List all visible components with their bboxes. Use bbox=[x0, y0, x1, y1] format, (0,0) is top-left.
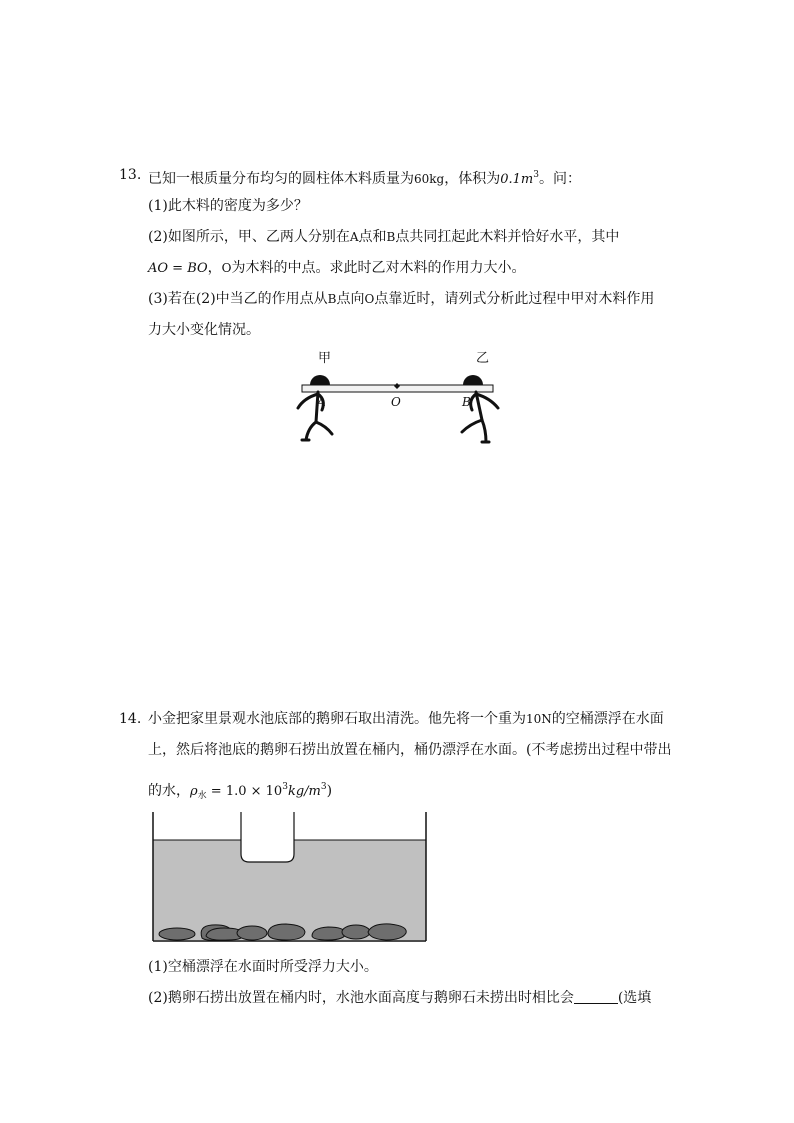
q13-p2-e: 为木料的中点。求此时乙对木料的作用力大小。 bbox=[231, 260, 526, 276]
answer-blank[interactable] bbox=[574, 989, 618, 1004]
q13-intro-b: ，体积为 bbox=[444, 171, 501, 187]
q14-rho-unit-exp: 3 bbox=[320, 782, 327, 792]
q13-p3-B: B bbox=[327, 292, 337, 306]
q14-line3-a: 的水， bbox=[148, 783, 190, 799]
q13-intro bbox=[148, 165, 581, 190]
q14-rho-exp: 3 bbox=[282, 782, 288, 792]
q13-number: 13. bbox=[119, 167, 142, 183]
bucket bbox=[241, 812, 294, 862]
q13-volume: 0.1m bbox=[500, 172, 534, 187]
q14-rho-sub: 水 bbox=[197, 791, 207, 801]
label-yi: 乙 bbox=[476, 351, 490, 366]
q13-p3-b: 点向 bbox=[336, 291, 365, 307]
q14-line2: 上，然后将池底的鹅卵石捞出放置在桶内，桶仍漂浮在水面。(不考虑捞出过程中带出 bbox=[148, 742, 672, 758]
q13-p3-a: (3)若在(2)中当乙的作用点从 bbox=[148, 291, 328, 307]
q14-weight: 10N bbox=[526, 712, 552, 726]
pebble bbox=[237, 926, 267, 940]
q14-line3-b: ) bbox=[326, 783, 333, 799]
q14-number: 14. bbox=[119, 711, 142, 727]
pebble bbox=[268, 924, 305, 940]
q13-part2-line2 bbox=[148, 258, 526, 279]
q13-p3-c: 点靠近时，请列式分析此过程中甲对木料作用 bbox=[374, 291, 655, 307]
q13-volume-exp: 3 bbox=[533, 170, 539, 180]
head-jia bbox=[310, 375, 330, 385]
q14-rho-eq: = 1.0 × 10 bbox=[206, 784, 283, 799]
head-yi bbox=[463, 375, 483, 385]
q13-part1: (1)此木料的密度为多少？ bbox=[148, 198, 308, 214]
q14-line3 bbox=[148, 777, 332, 806]
q13-p2-d: ， bbox=[207, 260, 222, 276]
q14-p2-end: (选填 bbox=[617, 990, 652, 1006]
q14-line1-a: 小金把家里景观水池底部的鹅卵石取出清洗。他先将一个重为 bbox=[148, 711, 526, 727]
q13-p2-c: 点共同扛起此木料并恰好水平，其中 bbox=[395, 229, 620, 245]
q14-p2: (2)鹅卵石捞出放置在桶内时，水池水面高度与鹅卵石未捞出时相比会 bbox=[148, 990, 574, 1006]
q13-intro-c: 。问： bbox=[538, 171, 581, 187]
q13-part3-line1 bbox=[148, 289, 654, 309]
q13-figure bbox=[280, 342, 515, 452]
q13-p2-B: B bbox=[386, 230, 396, 244]
q14-part1: (1)空桶漂浮在水面时所受浮力大小。 bbox=[148, 959, 378, 975]
q14-line1 bbox=[148, 709, 664, 729]
q13-p3-O: O bbox=[364, 292, 375, 306]
pebble bbox=[368, 924, 406, 940]
q14-figure bbox=[150, 812, 430, 944]
label-B: B bbox=[462, 395, 471, 409]
q14-part2 bbox=[148, 988, 651, 1008]
q13-p2-a: (2)如图所示，甲、乙两人分别在 bbox=[148, 229, 350, 245]
q14-rho: ρ bbox=[190, 784, 198, 799]
label-O: O bbox=[391, 395, 401, 409]
label-jia: 甲 bbox=[318, 351, 332, 366]
pebble bbox=[312, 927, 346, 940]
pebble bbox=[159, 928, 195, 940]
label-A: A bbox=[317, 395, 326, 409]
q13-p2-equation: AO = BO bbox=[148, 261, 208, 276]
pebble bbox=[342, 925, 370, 939]
q13-p2-b: 点和 bbox=[358, 229, 387, 245]
q13-part2-line1 bbox=[148, 227, 619, 247]
q13-p2-A: A bbox=[349, 230, 359, 244]
q13-p2-O: O bbox=[221, 261, 232, 275]
q13-part3-line2: 力大小变化情况。 bbox=[148, 322, 260, 338]
person-jia bbox=[298, 392, 332, 440]
q14-rho-unit: kg/m bbox=[287, 784, 321, 799]
q13-intro-a: 已知一根质量分布均匀的圆柱体木料质量为 bbox=[148, 171, 414, 187]
q13-mass: 60kg bbox=[414, 172, 445, 186]
q14-line1-b: 的空桶漂浮在水面 bbox=[551, 711, 664, 727]
